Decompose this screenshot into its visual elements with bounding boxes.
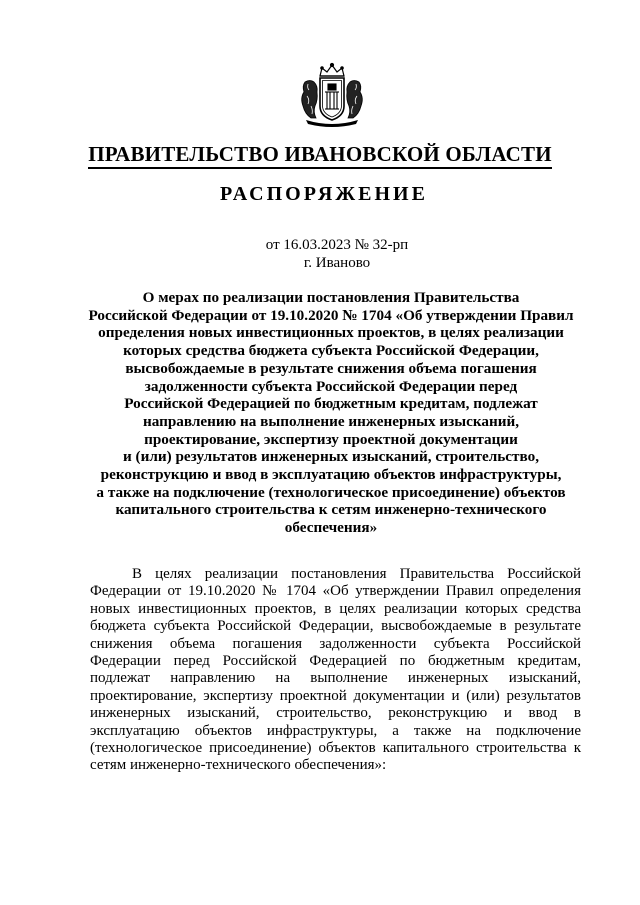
document-type: РАСПОРЯЖЕНИЕ (220, 183, 428, 205)
city: г. Иваново (303, 255, 371, 271)
title-line: направлению на выполнение инженерных изысканий, (142, 412, 520, 430)
coat-of-arms-icon (296, 62, 368, 128)
title-line: которых средства бюджета субъекта Российской Федерации, (123, 342, 539, 360)
body-line: (технологическое присоединение) объектов капитального строительства к (90, 740, 581, 757)
body-paragraph (90, 566, 581, 775)
title-line: а также на подключение (технологическое присоединение) объектов (96, 483, 566, 501)
title-line: капитального строительства к сетям инженерно-технического (115, 501, 547, 519)
title-line: реконструкцию и ввод в эксплуатацию объектов инфраструктуры, (100, 466, 562, 484)
body-line: эксплуатацию объектов инфраструктуры, а также на подключение (90, 722, 581, 739)
title-line: Российской Федерации от 19.10.2020 № 1704 «Об утверждении Правил (88, 306, 574, 324)
title-line: Российской Федерацией по бюджетным кредитам, подлежат (124, 395, 538, 413)
title-line: высвобождаемые в результате снижения объема погашения (125, 359, 537, 377)
body-line: Федерации перед Российской Федерацией по бюджетным кредитам, (90, 653, 581, 670)
body-line: сетям инженерно-технического обеспечения»: (90, 757, 387, 774)
body-line: снижения объема погашения задолженности субъекта Российской (90, 635, 581, 652)
title-line: и (или) результатов инженерных изысканий, строительство, (123, 448, 539, 466)
body-line: Федерации от 19.10.2020 № 1704 «Об утверждении Правил определения (90, 583, 581, 600)
government-name (0, 140, 640, 168)
title-line: О мерах по реализации постановления Правительства (142, 289, 520, 306)
body-line: инженерных изысканий, строительство, реконструкцию и ввод в (90, 705, 581, 722)
title-line: обеспечения» (284, 519, 378, 537)
date-number: от 16.03.2023 № 32-рп (265, 237, 409, 253)
government-name-text: ПРАВИТЕЛЬСТВО ИВАНОВСКОЙ ОБЛАСТИ (88, 142, 552, 169)
document-title (86, 289, 576, 537)
body-line: проектирование, экспертизу проектной документации и (или) результатов (90, 687, 581, 704)
title-line: определения новых инвестиционных проектов, в целях реализации (98, 324, 564, 342)
body-line: бюджета субъекта Российской Федерации, высвобождаемые в результате (90, 618, 581, 635)
title-line: проектирование, экспертизу проектной документации (144, 430, 518, 448)
body-line: подлежат направлению на выполнение инженерных изысканий, (90, 670, 581, 687)
title-line: задолженности субъекта Российской Федерации перед (144, 377, 518, 395)
body-line: В целях реализации постановления Правительства Российской (132, 566, 581, 582)
body-line: новых инвестиционных проектов, в целях реализации которых средства (90, 600, 581, 617)
document-meta (0, 236, 640, 272)
